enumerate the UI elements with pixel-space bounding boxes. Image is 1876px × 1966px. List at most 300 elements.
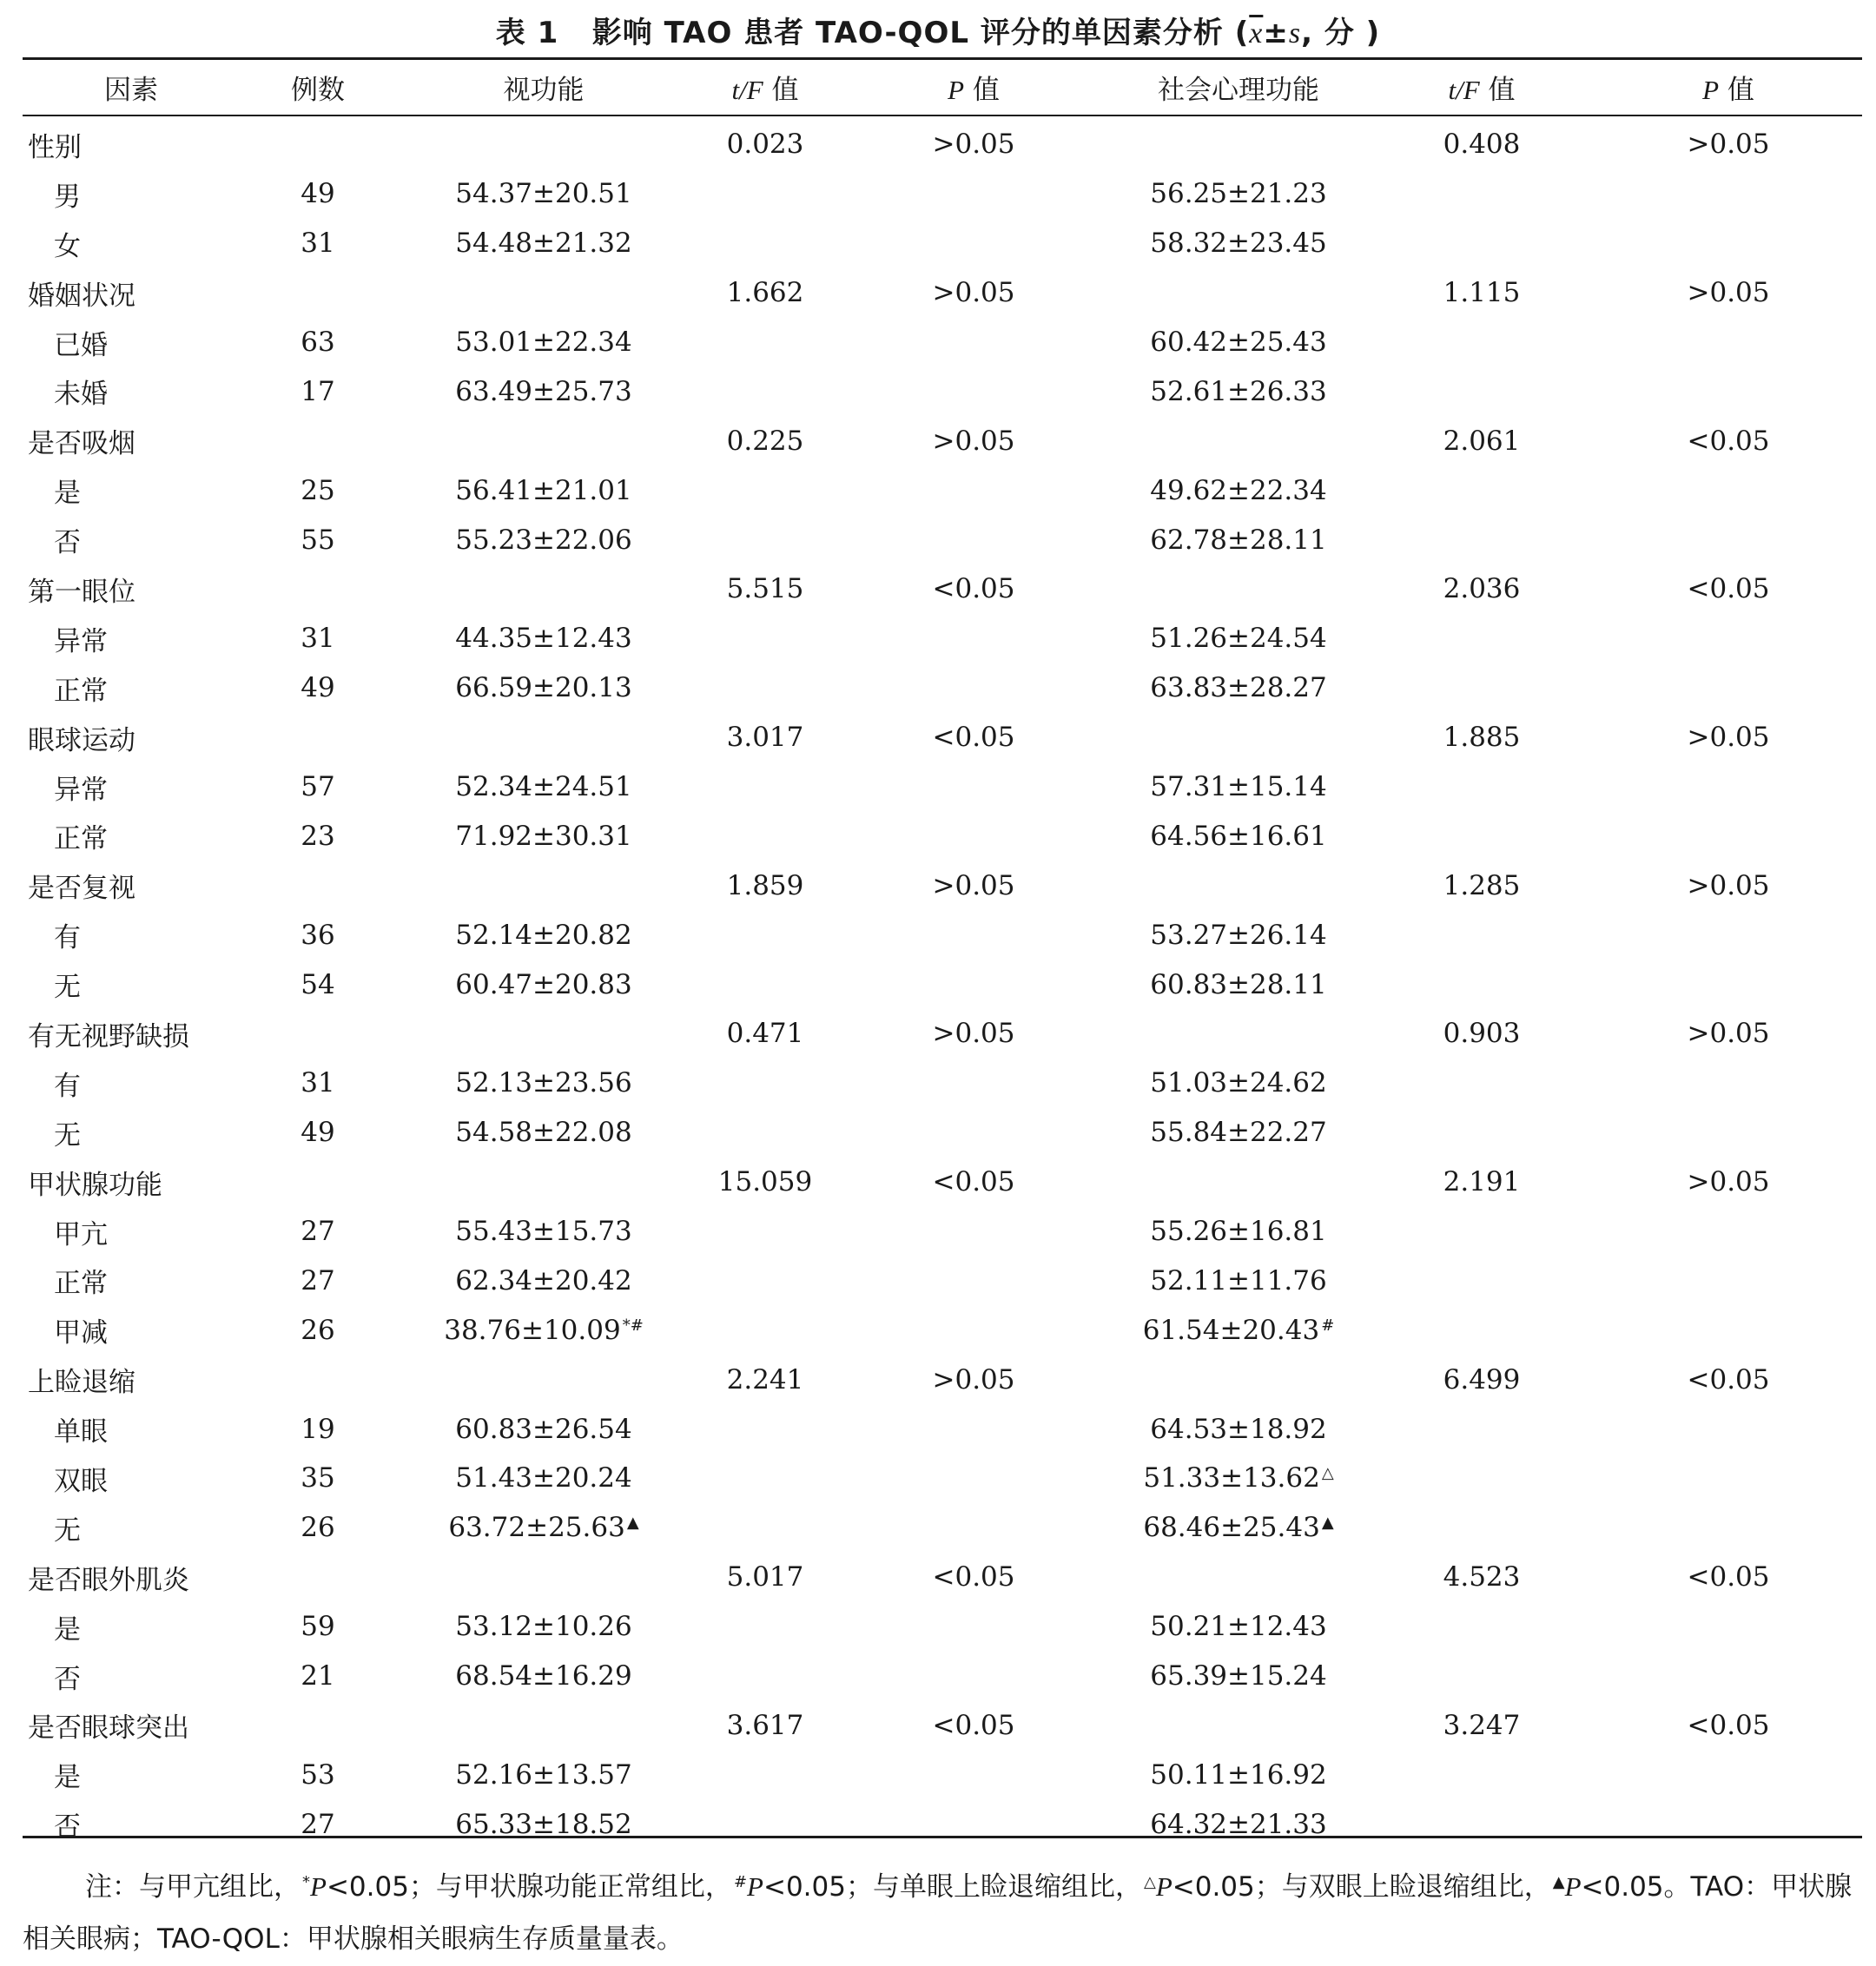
header-p-social: [1595, 60, 1862, 115]
tf-visual-cell: [691, 1009, 839, 1059]
header-p-visual: [839, 60, 1108, 115]
p-social-cell: [1595, 960, 1862, 1009]
tf-visual-cell: [691, 115, 839, 169]
p-visual-cell-value: >0.05: [932, 1363, 1015, 1395]
factor-label-value: 甲状腺功能: [28, 1169, 162, 1201]
tf-social-cell: [1369, 515, 1595, 564]
visual-cell-mark: ▲: [626, 1514, 639, 1533]
n-cell: [240, 762, 396, 812]
caption-stat-mean: $\overline{x}$: [1249, 17, 1264, 49]
social-cell: [1108, 268, 1369, 318]
level-label-value: 异常: [54, 774, 108, 806]
p-social-cell: [1595, 318, 1862, 367]
tf-visual-cell: [691, 1553, 839, 1602]
n-cell-value: 27: [301, 1216, 335, 1248]
visual-cell-value: 53.12±10.26: [455, 1611, 632, 1643]
p-social-cell: [1595, 1404, 1862, 1454]
tf-visual-cell-value: 0.225: [726, 425, 804, 457]
social-cell: [1108, 1355, 1369, 1404]
visual-cell-value: 66.59±20.13: [455, 672, 632, 704]
tf-social-cell: [1369, 713, 1595, 762]
social-cell: [1108, 564, 1369, 614]
social-cell: [1108, 663, 1369, 713]
table-row: [23, 1750, 1862, 1799]
tf-social-cell: [1369, 1799, 1595, 1849]
n-cell: [240, 910, 396, 960]
social-cell: [1108, 811, 1369, 861]
p-visual-cell: [839, 318, 1108, 367]
factor-label-value: 有无视野缺损: [28, 1020, 189, 1052]
header-p-social-suffix: 值: [1719, 75, 1754, 106]
tf-social-cell-value: 1.115: [1443, 277, 1521, 309]
table-body: [23, 115, 1862, 1849]
p-visual-cell: [839, 564, 1108, 614]
tf-social-cell: [1369, 115, 1595, 169]
n-cell-value: 49: [301, 178, 335, 210]
visual-cell-value: 52.16±13.57: [455, 1758, 632, 1791]
level-label-value: 单眼: [54, 1416, 108, 1448]
visual-cell: [396, 1503, 691, 1553]
visual-cell-mark: *#: [622, 1316, 644, 1335]
p-social-cell: [1595, 268, 1862, 318]
p-social-cell-value: >0.05: [1687, 869, 1770, 901]
visual-cell-value: 44.35±12.43: [455, 623, 632, 655]
factor-label: [23, 1701, 240, 1751]
social-cell-value: 60.42±25.43: [1150, 327, 1327, 358]
level-label-value: 无: [54, 1119, 81, 1151]
p-visual-cell-value: >0.05: [932, 277, 1015, 309]
social-cell: [1108, 1404, 1369, 1454]
p-visual-cell-value: <0.05: [932, 1166, 1015, 1198]
tf-social-cell: [1369, 465, 1595, 515]
header-factor: 因素: [104, 75, 158, 106]
table-row: [23, 1503, 1862, 1553]
table-row: [23, 663, 1862, 713]
n-cell: [240, 1652, 396, 1701]
tf-visual-cell: [691, 762, 839, 812]
social-cell-value: 62.78±28.11: [1150, 524, 1327, 556]
note-p-2: P: [747, 1871, 763, 1902]
social-cell-value: 52.61±26.33: [1150, 375, 1327, 407]
table-row: [23, 762, 1862, 812]
p-social-cell: [1595, 564, 1862, 614]
n-cell: [240, 1256, 396, 1305]
social-cell: [1108, 614, 1369, 663]
table-row: [23, 1108, 1862, 1158]
visual-cell-value: 52.14±20.82: [455, 919, 632, 951]
table-group-row: [23, 861, 1862, 910]
tf-visual-cell: [691, 614, 839, 663]
tf-social-cell: [1369, 1652, 1595, 1701]
n-cell: [240, 614, 396, 663]
factor-label: [23, 416, 240, 465]
table-group-row: [23, 713, 1862, 762]
p-social-cell-value: <0.05: [1687, 425, 1770, 457]
social-cell: [1108, 416, 1369, 465]
n-cell: [240, 465, 396, 515]
table-row: [23, 169, 1862, 219]
level-label: [23, 1454, 240, 1503]
note-text-1: <0.05；与甲状腺功能正常组比，: [326, 1871, 732, 1903]
p-visual-cell: [839, 1799, 1108, 1849]
level-label-value: 否: [54, 1663, 81, 1695]
social-cell: [1108, 1750, 1369, 1799]
p-social-cell: [1595, 910, 1862, 960]
tf-visual-cell-value: 3.017: [726, 722, 804, 754]
visual-cell-value: 55.43±15.73: [455, 1216, 632, 1248]
level-label-value: 是: [54, 1613, 81, 1646]
level-label-value: 无: [54, 1514, 81, 1547]
n-cell: [240, 318, 396, 367]
n-cell-value: 59: [301, 1611, 335, 1643]
p-visual-cell: [839, 1158, 1108, 1207]
visual-cell: [396, 762, 691, 812]
level-label-value: 否: [54, 527, 81, 559]
table-group-row: [23, 268, 1862, 318]
note-text-4: <0.05。TAO：甲状腺相关眼病；TAO-QOL：甲状腺相关眼病生存质量量表。: [23, 1871, 1853, 1955]
tf-visual-cell: [691, 1108, 839, 1158]
table-group-row: [23, 564, 1862, 614]
social-cell-mark: △: [1321, 1464, 1334, 1483]
social-cell: [1108, 1701, 1369, 1751]
factor-label: [23, 1009, 240, 1059]
p-visual-cell-value: >0.05: [932, 425, 1015, 457]
n-cell: [240, 1059, 396, 1108]
tf-social-cell: [1369, 169, 1595, 219]
p-visual-cell: [839, 1009, 1108, 1059]
visual-cell-value: 54.48±21.32: [455, 228, 632, 260]
p-social-cell: [1595, 115, 1862, 169]
visual-cell-value: 60.83±26.54: [455, 1413, 632, 1445]
social-cell-value: 64.53±18.92: [1150, 1413, 1327, 1445]
p-visual-cell: [839, 861, 1108, 910]
p-social-cell: [1595, 1207, 1862, 1257]
header-social: 社会心理功能: [1158, 75, 1319, 106]
tf-social-cell-value: 3.247: [1443, 1709, 1521, 1741]
note-mark-4: ▲: [1552, 1873, 1565, 1891]
p-social-cell: [1595, 762, 1862, 812]
note-text-2: <0.05；与单眼上睑退缩组比，: [763, 1871, 1142, 1903]
social-cell: [1108, 318, 1369, 367]
table-row: [23, 465, 1862, 515]
p-social-cell: [1595, 366, 1862, 416]
tf-social-cell: [1369, 960, 1595, 1009]
p-social-cell: [1595, 169, 1862, 219]
visual-cell-value: 54.37±20.51: [455, 178, 632, 210]
visual-cell: [396, 1701, 691, 1751]
tf-social-cell: [1369, 564, 1595, 614]
visual-cell: [396, 366, 691, 416]
p-social-cell-value: <0.05: [1687, 1561, 1770, 1593]
n-cell: [240, 1158, 396, 1207]
level-label: [23, 663, 240, 713]
visual-cell: [396, 1158, 691, 1207]
social-cell-value: 50.21±12.43: [1150, 1611, 1327, 1643]
n-cell: [240, 1404, 396, 1454]
p-visual-cell: [839, 1454, 1108, 1503]
n-cell: [240, 1305, 396, 1355]
n-cell: [240, 1799, 396, 1849]
visual-cell-value: 71.92±30.31: [455, 820, 632, 852]
social-cell: [1108, 960, 1369, 1009]
visual-cell: [396, 416, 691, 465]
social-cell: [1108, 115, 1369, 169]
table-group-row: [23, 115, 1862, 169]
tf-visual-cell: [691, 1158, 839, 1207]
visual-cell: [396, 1553, 691, 1602]
n-cell: [240, 1009, 396, 1059]
n-cell-value: 49: [301, 672, 335, 704]
caption-stat-open: (: [1234, 16, 1250, 50]
p-social-cell-value: >0.05: [1687, 277, 1770, 309]
p-visual-cell: [839, 1750, 1108, 1799]
factor-label-value: 是否吸烟: [28, 428, 135, 460]
tf-visual-cell: [691, 1355, 839, 1404]
visual-cell-value: 63.49±25.73: [455, 375, 632, 407]
visual-cell: [396, 910, 691, 960]
social-cell: [1108, 1305, 1369, 1355]
social-cell-value: 49.62±22.34: [1150, 474, 1327, 506]
social-cell: [1108, 1256, 1369, 1305]
level-label-value: 男: [54, 181, 81, 213]
p-visual-cell: [839, 1108, 1108, 1158]
factor-label: [23, 268, 240, 318]
visual-cell-value: 55.23±22.06: [455, 524, 632, 556]
factor-label: [23, 1158, 240, 1207]
p-social-cell: [1595, 1158, 1862, 1207]
p-visual-cell: [839, 762, 1108, 812]
table-row: [23, 1454, 1862, 1503]
social-cell: [1108, 1652, 1369, 1701]
tf-social-cell: [1369, 416, 1595, 465]
level-label: [23, 1108, 240, 1158]
social-cell: [1108, 1799, 1369, 1849]
tf-social-cell: [1369, 811, 1595, 861]
p-social-cell-value: >0.05: [1687, 1018, 1770, 1050]
n-cell-value: 17: [301, 375, 335, 407]
level-label-value: 有: [54, 922, 81, 954]
tf-social-cell: [1369, 910, 1595, 960]
tf-social-cell: [1369, 366, 1595, 416]
n-cell: [240, 416, 396, 465]
header-p-visual-suffix: 值: [964, 75, 1000, 106]
p-social-cell: [1595, 1503, 1862, 1553]
header-tf-social: [1369, 60, 1595, 115]
visual-cell: [396, 1059, 691, 1108]
n-cell-value: 27: [301, 1808, 335, 1840]
n-cell: [240, 366, 396, 416]
visual-cell-value: 53.01±22.34: [455, 327, 632, 358]
level-label: [23, 910, 240, 960]
social-cell-value: 51.33±13.62: [1143, 1462, 1320, 1494]
factor-label-value: 是否眼外肌炎: [28, 1564, 189, 1596]
tf-visual-cell: [691, 169, 839, 219]
level-label: [23, 318, 240, 367]
p-visual-cell: [839, 1503, 1108, 1553]
social-cell-value: 56.25±21.23: [1150, 178, 1327, 210]
tf-social-cell-value: 0.903: [1443, 1018, 1521, 1050]
p-visual-cell: [839, 614, 1108, 663]
n-cell-value: 57: [301, 771, 335, 803]
tf-social-cell: [1369, 1553, 1595, 1602]
p-visual-cell: [839, 115, 1108, 169]
p-visual-cell: [839, 1355, 1108, 1404]
p-social-cell: [1595, 515, 1862, 564]
social-cell-value: 53.27±26.14: [1150, 919, 1327, 951]
p-social-cell: [1595, 1355, 1862, 1404]
visual-cell-value: 54.58±22.08: [455, 1117, 632, 1149]
visual-cell: [396, 169, 691, 219]
p-social-cell: [1595, 1108, 1862, 1158]
visual-cell: [396, 564, 691, 614]
tf-visual-cell: [691, 1799, 839, 1849]
tf-social-cell: [1369, 861, 1595, 910]
p-social-cell-value: >0.05: [1687, 722, 1770, 754]
note-p-1: P: [310, 1871, 327, 1902]
visual-cell-value: 63.72±25.63: [448, 1512, 625, 1544]
level-label-value: 无: [54, 972, 81, 1004]
visual-cell-value: 60.47±20.83: [455, 968, 632, 1000]
p-social-cell: [1595, 1305, 1862, 1355]
factor-label: [23, 861, 240, 910]
n-cell: [240, 1701, 396, 1751]
header-tf-social-suffix: 值: [1479, 75, 1516, 106]
tf-visual-cell: [691, 1454, 839, 1503]
tf-visual-cell: [691, 1059, 839, 1108]
social-cell: [1108, 465, 1369, 515]
table-row: [23, 811, 1862, 861]
p-visual-cell-value: <0.05: [932, 1561, 1015, 1593]
table-row: [23, 1404, 1862, 1454]
header-tf-visual-suffix: 值: [763, 75, 799, 106]
tf-visual-cell: [691, 960, 839, 1009]
level-label-value: 正常: [54, 823, 108, 855]
p-visual-cell: [839, 1207, 1108, 1257]
caption-stat-unit: , 分 ): [1301, 16, 1381, 50]
tf-social-cell: [1369, 1256, 1595, 1305]
social-cell: [1108, 1059, 1369, 1108]
p-visual-cell: [839, 1305, 1108, 1355]
tf-visual-cell: [691, 416, 839, 465]
level-label: [23, 1059, 240, 1108]
tf-visual-cell: [691, 910, 839, 960]
p-visual-cell: [839, 1602, 1108, 1652]
visual-cell: [396, 811, 691, 861]
caption-text: 影响 TAO 患者 TAO-QOL 评分的单因素分析: [591, 16, 1224, 50]
level-label-value: 正常: [54, 675, 108, 707]
social-cell: [1108, 219, 1369, 268]
social-cell-mark: ▲: [1321, 1514, 1334, 1533]
table-row: [23, 1652, 1862, 1701]
level-label: [23, 960, 240, 1009]
tf-social-cell: [1369, 1454, 1595, 1503]
visual-cell: [396, 219, 691, 268]
p-visual-cell: [839, 1701, 1108, 1751]
tf-social-cell-value: 1.285: [1443, 869, 1521, 901]
table-row: [23, 366, 1862, 416]
n-cell: [240, 1454, 396, 1503]
social-cell-value: 61.54±20.43: [1142, 1314, 1320, 1346]
visual-cell: [396, 1799, 691, 1849]
header-p-visual-symbol: P: [948, 75, 965, 105]
tf-visual-cell-value: 5.515: [726, 573, 804, 605]
note-mark-1: *: [302, 1873, 310, 1891]
tf-social-cell: [1369, 1355, 1595, 1404]
factor-label-value: 婚姻状况: [28, 280, 135, 312]
visual-cell: [396, 318, 691, 367]
p-social-cell-value: <0.05: [1687, 1709, 1770, 1741]
factor-label: [23, 1553, 240, 1602]
social-cell-value: 57.31±15.14: [1150, 771, 1327, 803]
header-p-social-symbol: P: [1702, 75, 1720, 105]
n-cell-value: 21: [301, 1660, 335, 1692]
table-header-row: [23, 60, 1862, 115]
n-cell: [240, 1503, 396, 1553]
tf-social-cell: [1369, 1207, 1595, 1257]
p-visual-cell: [839, 465, 1108, 515]
level-label: [23, 366, 240, 416]
tf-social-cell: [1369, 1503, 1595, 1553]
tf-visual-cell-value: 3.617: [726, 1709, 804, 1741]
n-cell: [240, 861, 396, 910]
table-group-row: [23, 1701, 1862, 1751]
social-cell: [1108, 1009, 1369, 1059]
tf-visual-cell-value: 5.017: [726, 1561, 804, 1593]
p-visual-cell: [839, 811, 1108, 861]
caption-stat-sd: s: [1288, 17, 1302, 49]
visual-cell: [396, 515, 691, 564]
factor-label: [23, 713, 240, 762]
tf-visual-cell: [691, 515, 839, 564]
p-visual-cell-value: >0.05: [932, 869, 1015, 901]
social-cell: [1108, 515, 1369, 564]
level-label: [23, 1503, 240, 1553]
n-cell: [240, 1355, 396, 1404]
tf-social-cell-value: 1.885: [1443, 722, 1521, 754]
social-cell-value: 65.39±15.24: [1150, 1660, 1327, 1692]
social-cell: [1108, 1158, 1369, 1207]
p-visual-cell: [839, 1059, 1108, 1108]
visual-cell-value: 62.34±20.42: [455, 1264, 632, 1296]
n-cell-value: 35: [301, 1462, 335, 1494]
visual-cell: [396, 1207, 691, 1257]
p-social-cell: [1595, 1799, 1862, 1849]
tf-visual-cell: [691, 1503, 839, 1553]
n-cell-value: 31: [301, 623, 335, 655]
social-cell-value: 68.46±25.43: [1143, 1512, 1320, 1544]
tf-social-cell: [1369, 1158, 1595, 1207]
p-visual-cell: [839, 910, 1108, 960]
visual-cell-value: 52.34±24.51: [455, 771, 632, 803]
level-label: [23, 1799, 240, 1849]
p-social-cell-value: >0.05: [1687, 129, 1770, 161]
tf-social-cell: [1369, 219, 1595, 268]
n-cell: [240, 713, 396, 762]
n-cell: [240, 515, 396, 564]
p-visual-cell: [839, 663, 1108, 713]
n-cell: [240, 115, 396, 169]
level-label: [23, 1256, 240, 1305]
p-visual-cell: [839, 219, 1108, 268]
visual-cell: [396, 268, 691, 318]
tf-social-cell: [1369, 1750, 1595, 1799]
table-footnote: [23, 1857, 1862, 1965]
n-cell-value: 26: [301, 1314, 335, 1346]
tf-social-cell: [1369, 1701, 1595, 1751]
social-cell-value: 55.84±22.27: [1150, 1117, 1327, 1149]
level-label-value: 正常: [54, 1268, 108, 1300]
note-lead: 注：与甲亢组比，: [85, 1871, 301, 1903]
